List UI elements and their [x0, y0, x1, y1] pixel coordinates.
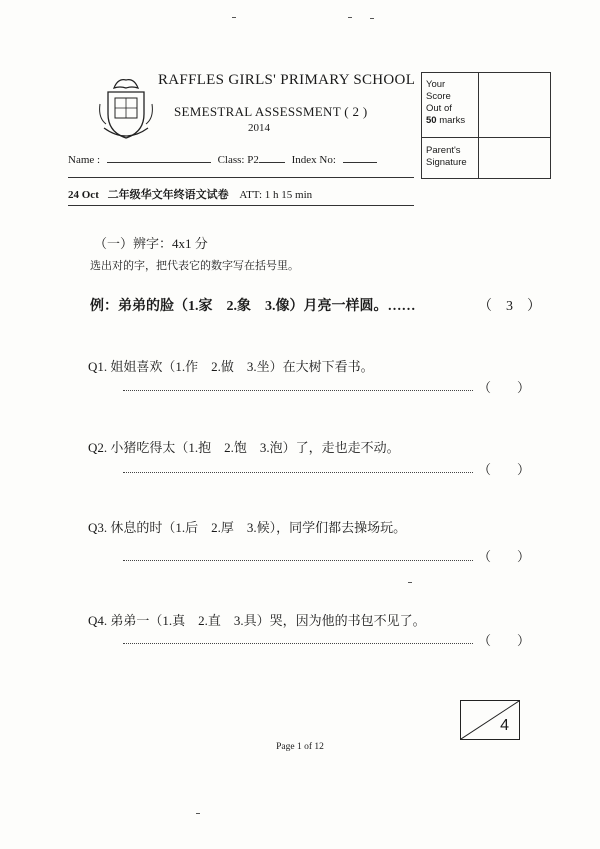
score-label-line: Out of: [426, 103, 452, 114]
answer-bracket-2[interactable]: （ ）: [478, 462, 531, 477]
example-answer: （ 3 ）: [478, 299, 541, 314]
scan-speck: [232, 17, 236, 18]
answer-dotted-line: [123, 560, 473, 561]
score-label-line: Score: [426, 91, 451, 102]
parent-signature-label: [426, 145, 478, 169]
question-4: Q4. 弟弟一（1.真 2.直 3.具）哭，因为他的书包不见了。: [88, 613, 426, 628]
paper-title: 二年级华文年终语文试卷: [107, 189, 229, 201]
name-field[interactable]: [107, 152, 211, 163]
paper-date: 24 Oct: [68, 189, 99, 201]
name-label: Name :: [68, 154, 101, 166]
answer-dotted-line: [123, 472, 473, 473]
question-1: Q1. 姐姐喜欢（1.作 2.做 3.坐）在大树下看书。: [88, 359, 374, 374]
question-2: Q2. 小猪吃得太（1.抱 2.饱 3.泡）了，走也走不动。: [88, 440, 400, 455]
answer-bracket-3[interactable]: （ ）: [478, 549, 531, 564]
index-label: Index No:: [291, 154, 336, 166]
section-instruction: 选出对的字，把代表它的数字写在括号里。: [90, 260, 299, 272]
score-box: [421, 72, 551, 179]
page-marks-box: [460, 700, 520, 740]
scan-speck: [196, 813, 200, 814]
header-rule: [68, 177, 414, 178]
class-label: Class: P2: [217, 154, 259, 166]
example-sentence: 例：弟弟的脸（1.家 2.象 3.像）月亮一样圆。……: [90, 299, 416, 314]
paper-rule: [68, 205, 414, 206]
total-marks: 50: [426, 115, 437, 126]
marks-diagonal: [461, 701, 519, 739]
answer-bracket-1[interactable]: （ ）: [478, 380, 531, 395]
class-field[interactable]: [259, 152, 285, 163]
marks-word: marks: [439, 115, 466, 126]
parent-label-line: Signature: [426, 157, 467, 168]
assessment-year: 2014: [248, 122, 270, 134]
school-name: RAFFLES GIRLS' PRIMARY SCHOOL: [158, 72, 416, 88]
scan-speck: [348, 17, 352, 18]
page-number: Page 1 of 12: [276, 742, 324, 752]
score-box-divider: [478, 73, 479, 178]
answer-dotted-line: [123, 643, 473, 644]
paper-info-line: [68, 186, 312, 202]
assessment-title: SEMESTRAL ASSESSMENT ( 2 ): [174, 104, 368, 119]
score-label-line: Your: [426, 79, 446, 90]
answer-bracket-4[interactable]: （ ）: [478, 633, 531, 648]
school-crest-logo: [96, 74, 156, 142]
index-field[interactable]: [343, 152, 377, 163]
question-3: Q3. 休息的时（1.后 2.厚 3.候），同学们都去操场玩。: [88, 520, 407, 535]
page-marks-value: 4: [500, 717, 509, 734]
scan-speck: [408, 582, 412, 583]
answer-dotted-line: [123, 390, 473, 391]
section-title: （一）辨字：4x1 分: [94, 236, 208, 251]
score-label: [426, 79, 478, 127]
scan-speck: [370, 18, 374, 19]
paper-time: ATT: 1 h 15 min: [239, 189, 313, 201]
student-info-line: [68, 152, 377, 166]
score-label-line: [426, 115, 478, 127]
parent-label-line: Parent's: [426, 145, 461, 156]
